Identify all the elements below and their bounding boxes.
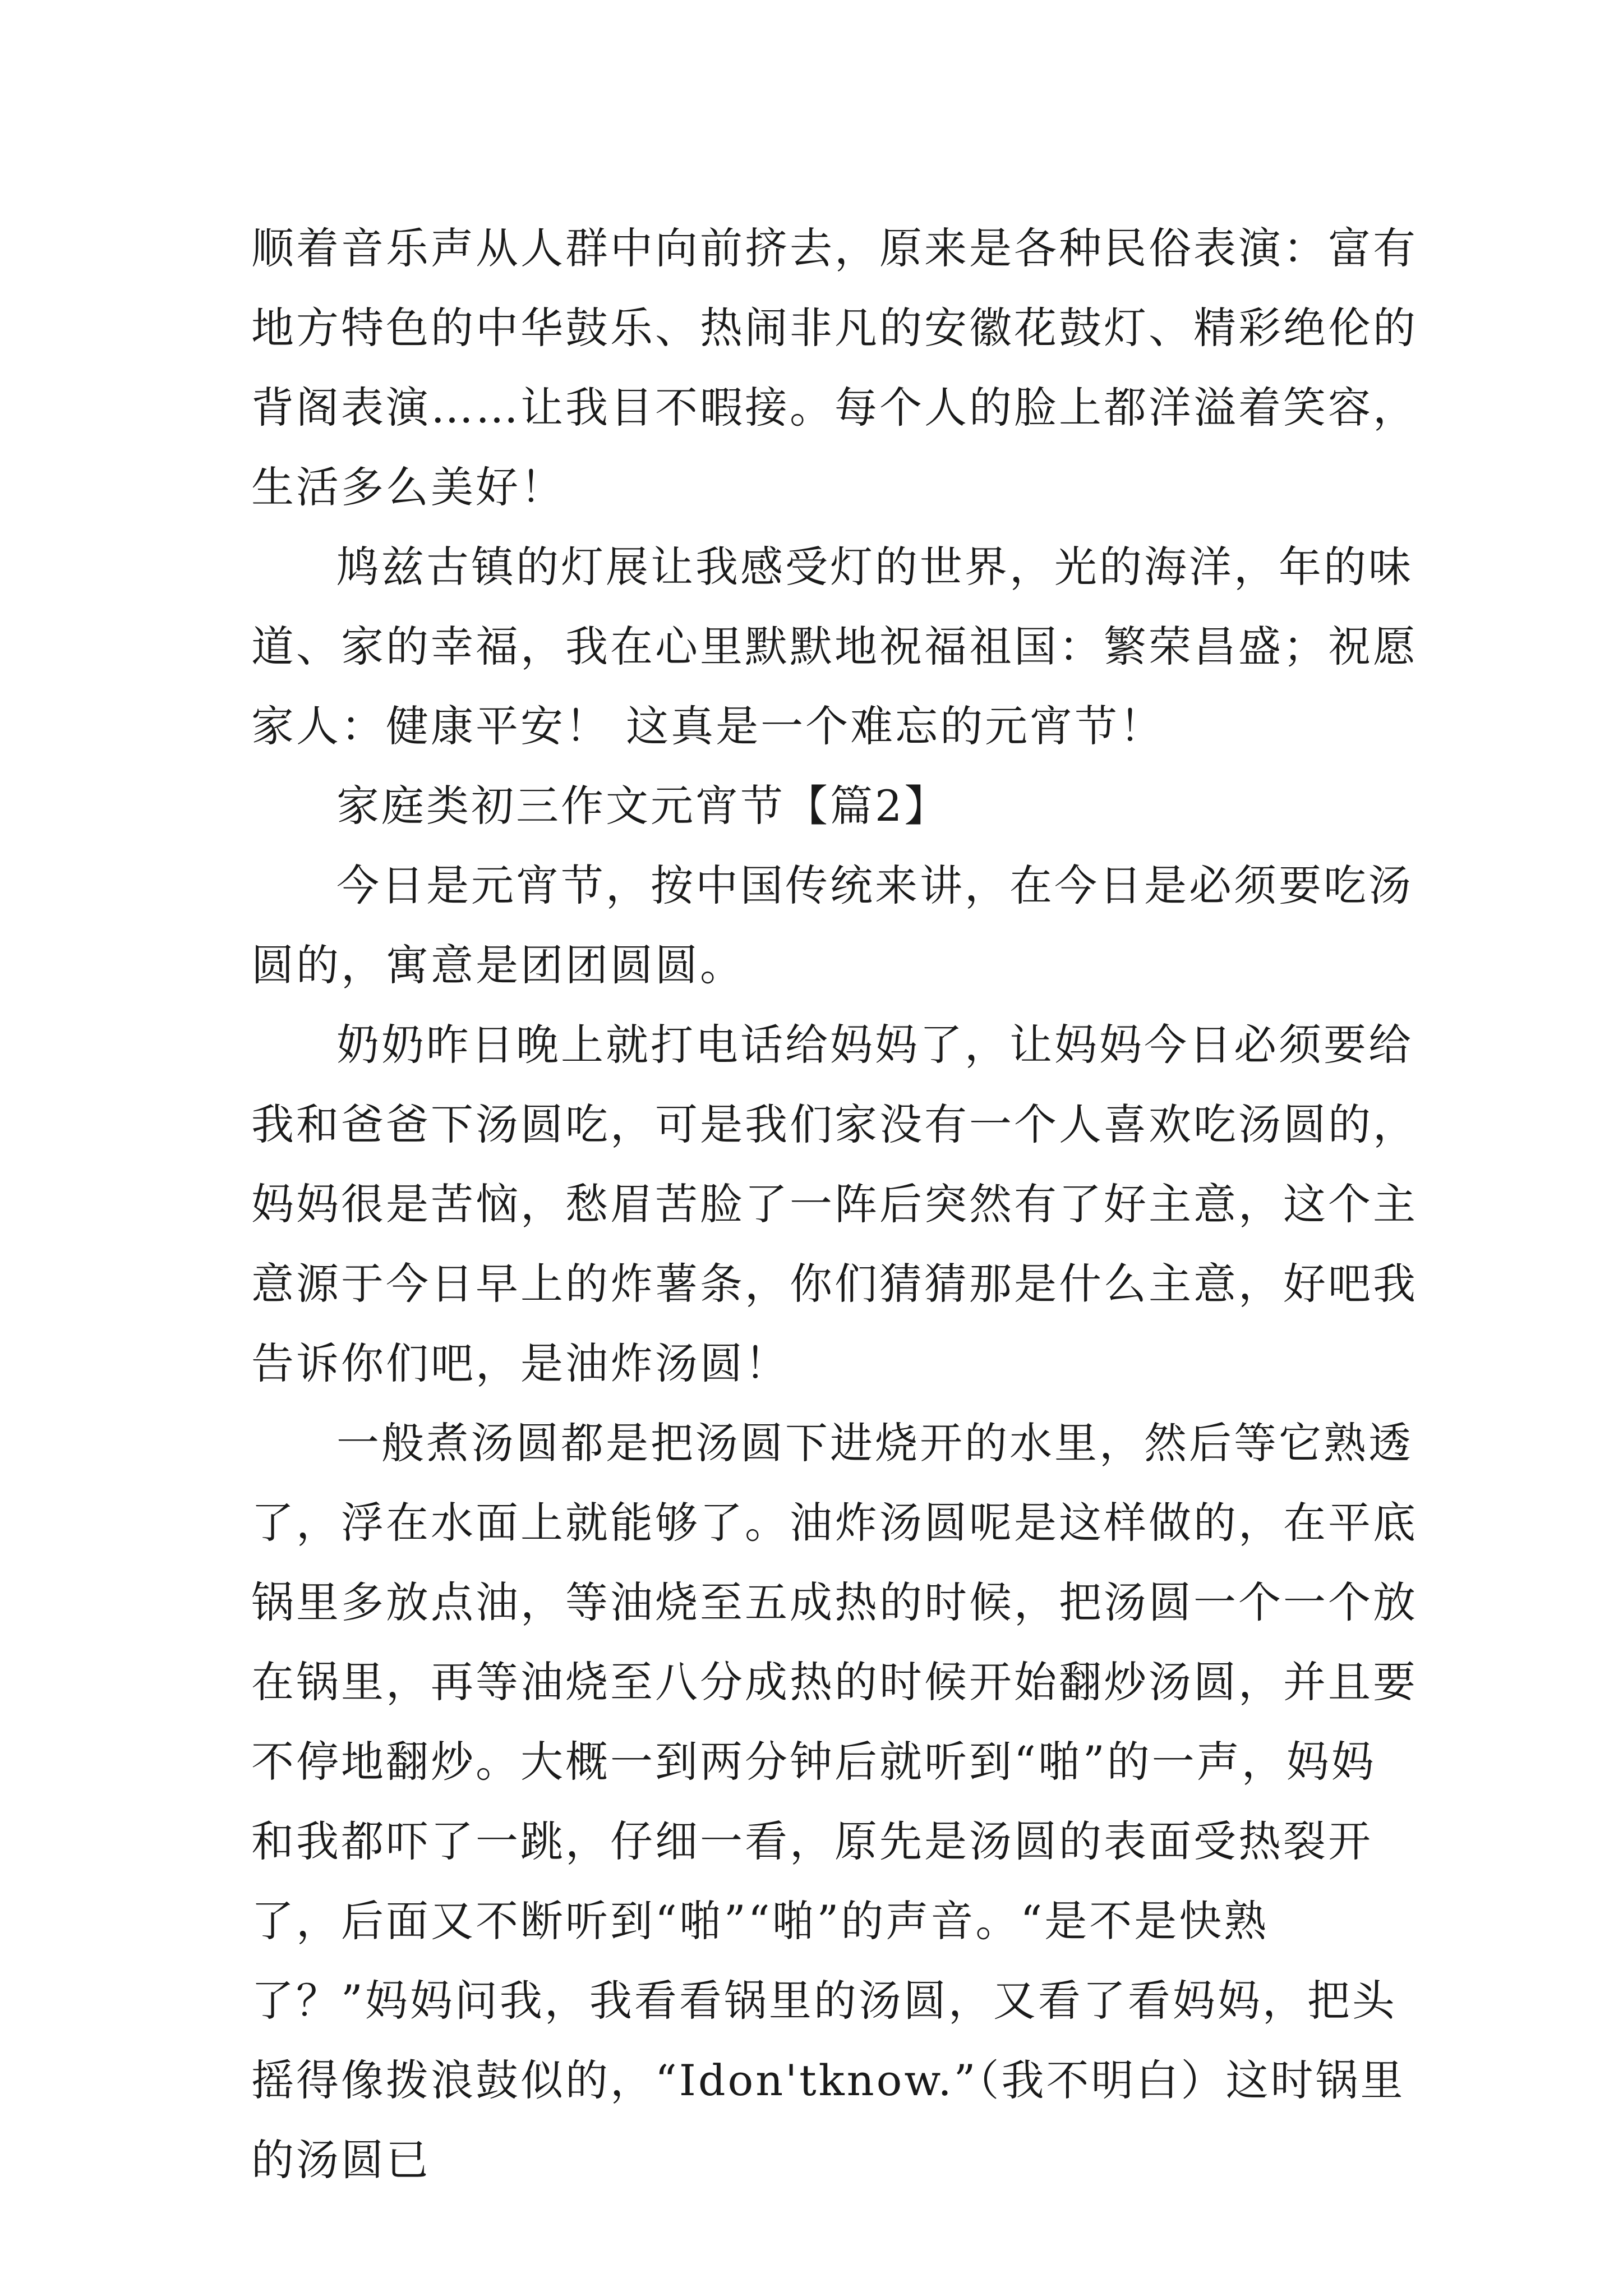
paragraph-3: 今日是元宵节，按中国传统来讲，在今日是必须要吃汤圆的，寓意是团团圆圆。 [251,861,1413,990]
paragraph-1: 顺着音乐声从人群中向前挤去，原来是各种民俗表演：富有地方特色的中华鼓乐、热闹非凡的安徽花鼓灯、精彩绝伦的背阁表演……让我目不暇接。每个人的脸上都洋溢着笑容，生活多么美好！ [251,223,1418,512]
paragraph-2: 鸠兹古镇的灯展让我感受灯的世界，光的海洋，年的味道、家的幸福，我在心里默默地祝福祖国：繁荣昌盛；祝愿家人：健康平安！ 这真是一个难忘的元宵节！ [251,542,1418,751]
paragraph-4: 奶奶昨日晚上就打电话给妈妈了，让妈妈今日必须要给我和爸爸下汤圆吃，可是我们家没有一个人喜欢吃汤圆的，妈妈很是苦恼，愁眉苦脸了一阵后突然有了好主意，这个主意源于今日早上的炸薯条，你们猜猜那是什么主意，好吧我告诉你们吧，是油炸汤圆！ [251,1020,1418,1388]
section-heading: 家庭类初三作文元宵节【篇2】 [336,781,949,831]
paragraph-5: 一般煮汤圆都是把汤圆下进烧开的水里，然后等它熟透了，浮在水面上就能够了。油炸汤圆呢是这样做的，在平底锅里多放点油，等油烧至五成热的时候，把汤圆一个一个放在锅里，再等油烧至八分成热的时候开始翻炒汤圆，并且要不停地翻炒。大概一到两分钟后就听到“啪”的一声，妈妈和我都吓了一跳，仔细一看，原先是汤圆的表面受热裂开了，后面又不断听到“啪”“啪”的声音。“是不是快熟了？”妈妈问我，我看看锅里的汤圆，又看了看妈妈，把头摇得像拨浪鼓似的，“Idon'tknow.”（我不明白）这时锅里的汤圆已 [251,1418,1418,2185]
document-body [251,209,1418,2200]
